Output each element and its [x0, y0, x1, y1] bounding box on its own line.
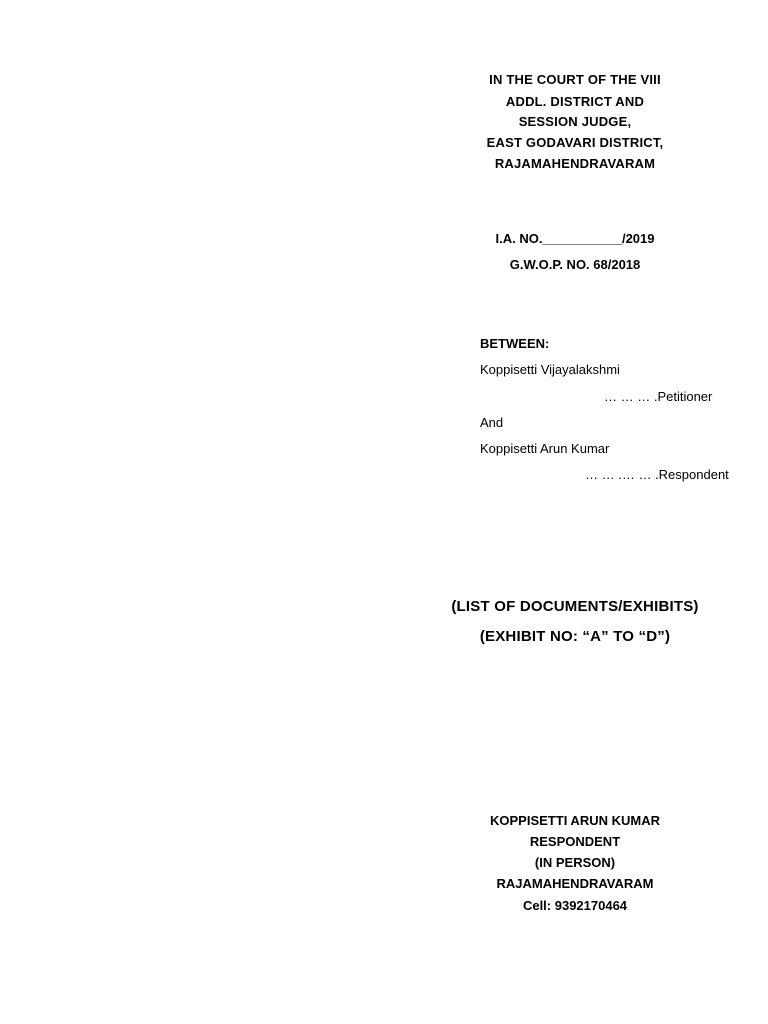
- signatory-place: RAJAMAHENDRAVARAM: [496, 876, 654, 891]
- court-name-line-2: ADDL. DISTRICT AND: [505, 94, 645, 109]
- between-label: BETWEEN:: [480, 336, 550, 351]
- petitioner-name: Koppisetti Vijayalakshmi: [480, 362, 620, 377]
- gwop-number: G.W.O.P. NO. 68/2018: [509, 257, 641, 272]
- and-label: And: [480, 415, 504, 430]
- court-name-line-1: IN THE COURT OF THE VIII: [489, 72, 661, 87]
- signatory-capacity: (IN PERSON): [534, 855, 616, 870]
- signatory-cell: Cell: 9392170464: [522, 898, 628, 913]
- court-name-line-3: SESSION JUDGE,: [518, 114, 632, 129]
- signatory-name: KOPPISETTI ARUN KUMAR: [490, 813, 660, 828]
- court-name-line-4: EAST GODAVARI DISTRICT,: [486, 135, 664, 150]
- petitioner-role: … … … .Petitioner: [604, 389, 713, 404]
- respondent-role: … … .… … .Respondent: [585, 467, 729, 482]
- document-title-line-2: (EXHIBIT NO: “A” TO “D”): [479, 628, 671, 645]
- signatory-role: RESPONDENT: [529, 834, 621, 849]
- court-name-line-5: RAJAMAHENDRAVARAM: [494, 156, 656, 171]
- respondent-name: Koppisetti Arun Kumar: [480, 441, 610, 456]
- document-title-line-1: (LIST OF DOCUMENTS/EXHIBITS): [451, 598, 699, 615]
- ia-number: I.A. NO.___________/2019: [495, 231, 655, 246]
